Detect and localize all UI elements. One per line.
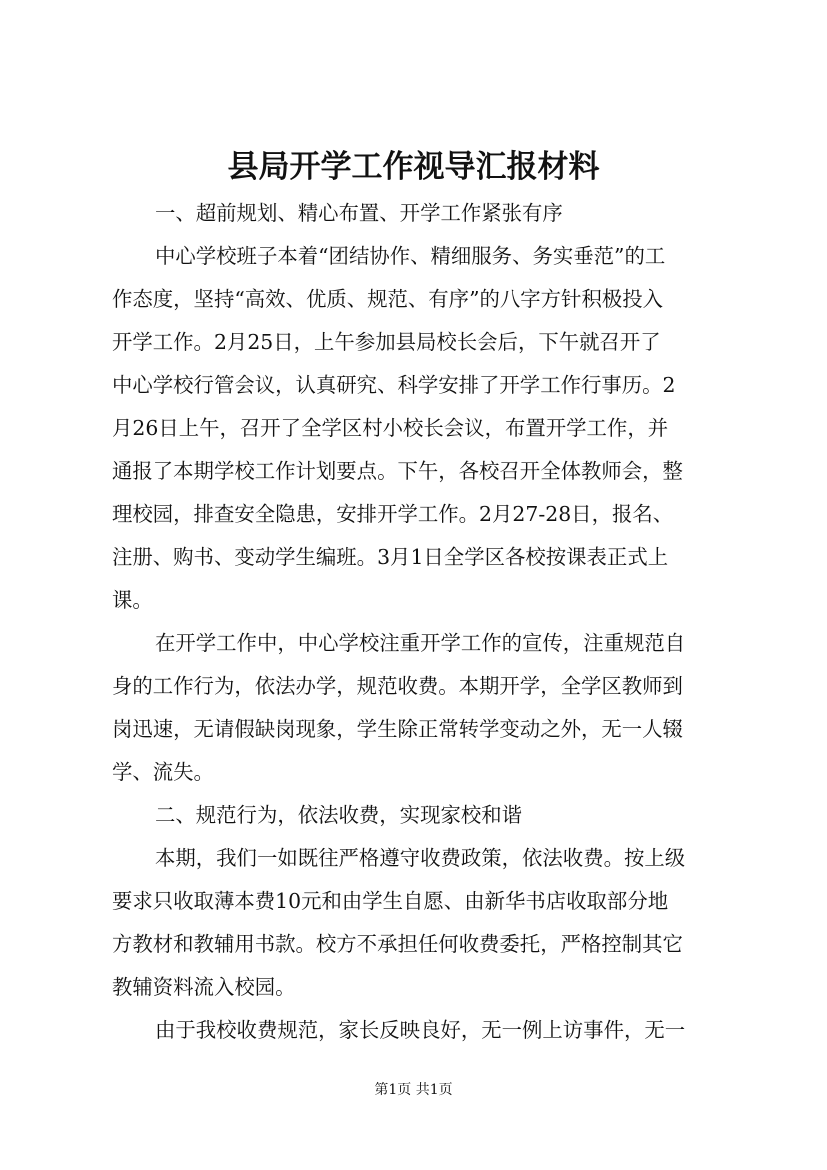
document-title: 县局开学工作视导汇报材料: [227, 149, 600, 185]
page-footer: 第1页 共1页: [374, 1082, 453, 1098]
paragraph-line: 要求只收取薄本费10元和由学生自愿、由新华书店收取部分地: [112, 889, 669, 913]
paragraph-line: 开学工作。2月25日，上午参加县局校长会后，下午就召开了: [112, 330, 661, 354]
paragraph-line: 学、流失。: [112, 760, 214, 784]
paragraph-line: 注册、购书、变动学生编班。3月1日全学区各校按课表正式上: [112, 545, 669, 569]
section-heading-2: 二、规范行为，依法收费，实现家校和谐: [155, 803, 523, 827]
paragraph-line: 在开学工作中，中心学校注重开学工作的宣传，注重规范自: [155, 631, 686, 655]
paragraph-line: 由于我校收费规范，家长反映良好，无一例上访事件，无一: [155, 1018, 686, 1042]
paragraph-line: 岗迅速，无请假缺岗现象，学生除正常转学变动之外，无一人辍: [112, 717, 683, 741]
paragraph-line: 月26日上午，召开了全学区村小校长会议，布置开学工作，并: [112, 416, 669, 440]
paragraph-line: 理校园，排查安全隐患，安排开学工作。2月27-28日，报名、: [112, 502, 674, 526]
paragraph-line: 中心学校班子本着“团结协作、精细服务、务实垂范”的工: [155, 244, 666, 268]
section-heading-1: 一、超前规划、精心布置、开学工作紧张有序: [155, 201, 563, 225]
paragraph-line: 方教材和教辅用书款。校方不承担任何收费委托，严格控制其它: [112, 932, 683, 956]
paragraph-line: 中心学校行管会议，认真研究、科学安排了开学工作行事历。2: [112, 373, 676, 397]
paragraph-line: 教辅资料流入校园。: [112, 975, 296, 999]
paragraph-line: 身的工作行为，依法办学，规范收费。本期开学，全学区教师到: [112, 674, 683, 698]
paragraph-line: 本期，我们一如既往严格遵守收费政策，依法收费。按上级: [155, 846, 686, 870]
paragraph-line: 作态度，坚持“高效、优质、规范、有序”的八字方针积极投入: [112, 287, 664, 311]
paragraph-line: 通报了本期学校工作计划要点。下午，各校召开全体教师会，整: [112, 459, 683, 483]
paragraph-line: 课。: [112, 588, 153, 612]
